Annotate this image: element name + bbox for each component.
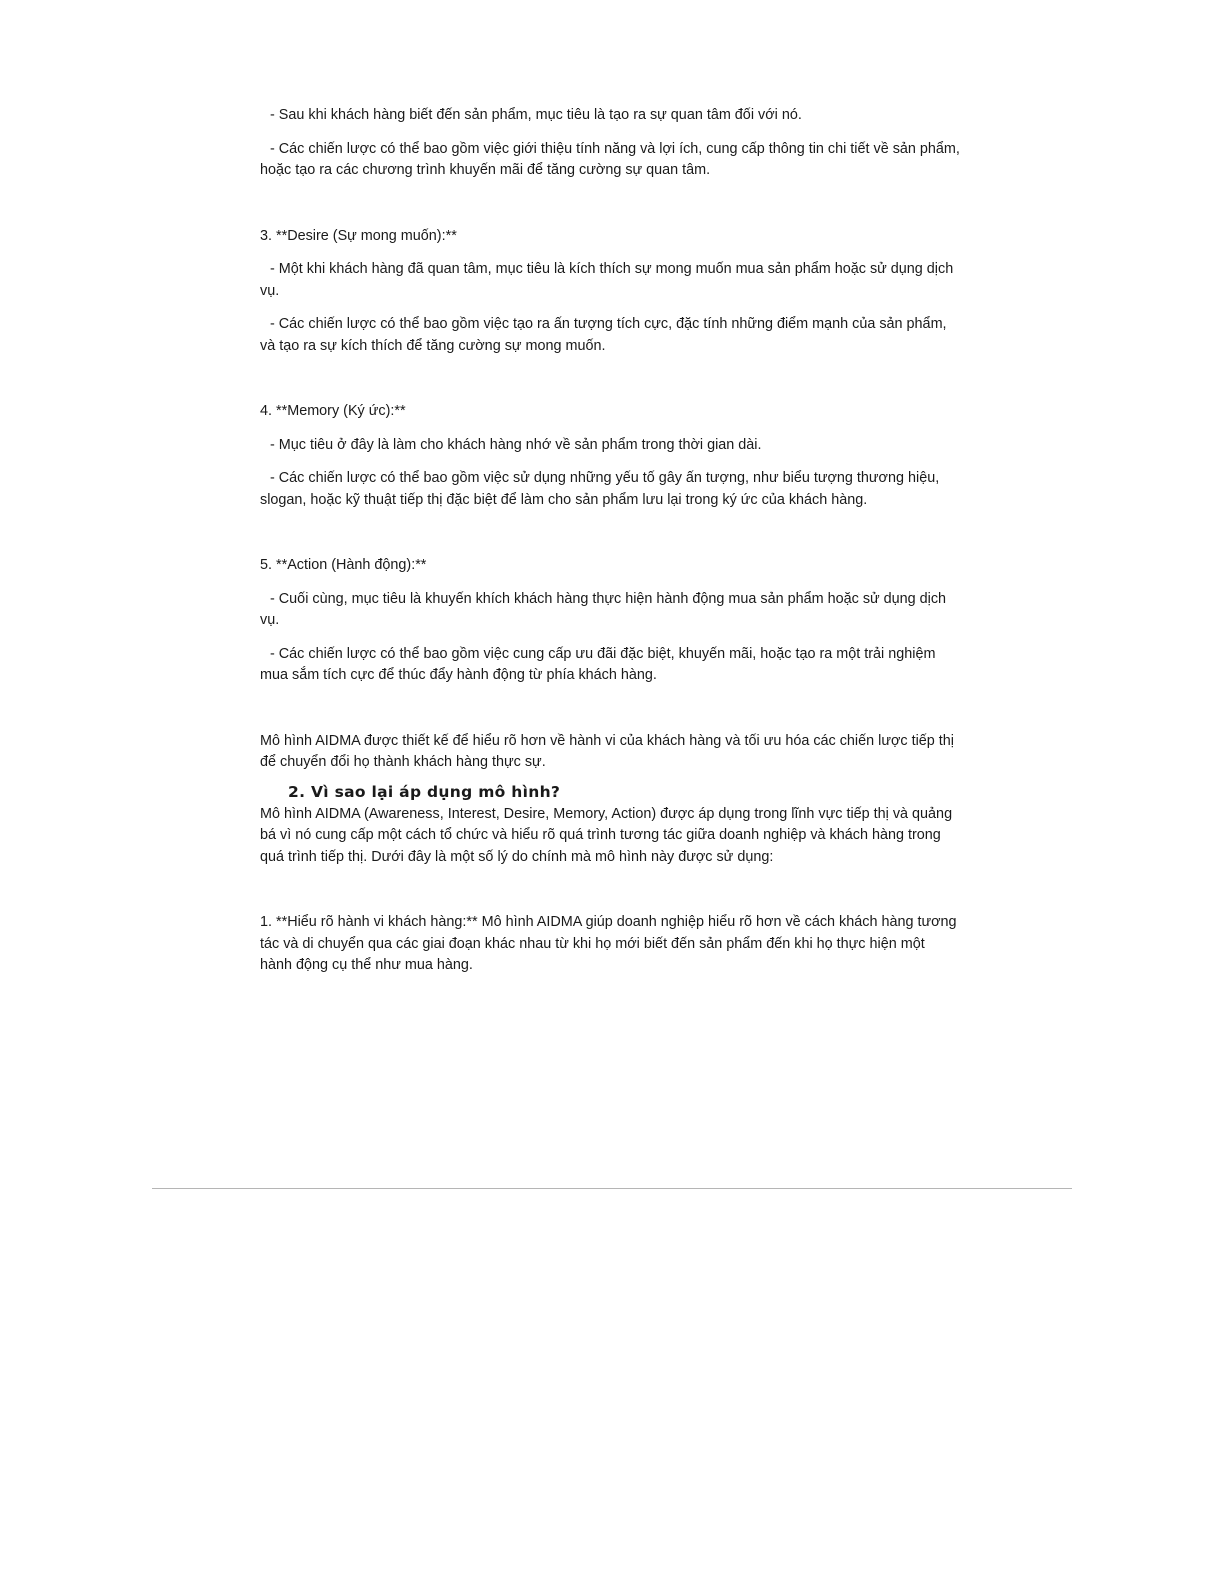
document-body	[260, 105, 960, 977]
memory-point-1: - Mục tiêu ở đây là làm cho khách hàng nhớ về sản phẩm trong thời gian dài.	[270, 436, 762, 453]
section-2-intro: Mô hình AIDMA (Awareness, Interest, Desire, Memory, Action) được áp dụng trong lĩnh vực tiếp thị và quảng bá vì nó cung cấp một cách tổ chức và hiểu rõ quá trình tương tác giữa doanh nghiệp và khách hàng trong quá trình tiếp thị. Dưới đây là một số lý do chính mà mô hình này được sử dụng:	[260, 805, 953, 865]
action-title: 5. **Action (Hành động):**	[260, 557, 427, 573]
aidma-summary: Mô hình AIDMA được thiết kế để hiểu rõ hơn về hành vi của khách hàng và tối ưu hóa các chiến lược tiếp thị để chuyển đổi họ thành khách hàng thực sự.	[260, 732, 954, 770]
action-point-2: - Các chiến lược có thể bao gồm việc cung cấp ưu đãi đặc biệt, khuyến mãi, hoặc tạo ra một trải nghiệm mua sắm tích cực để thúc đẩy hành động từ phía khách hàng.	[260, 645, 936, 683]
memory-title: 4. **Memory (Ký ức):**	[260, 403, 406, 419]
desire-point-1: - Một khi khách hàng đã quan tâm, mục tiêu là kích thích sự mong muốn mua sản phẩm hoặc sử dụng dịch vụ.	[260, 261, 954, 299]
page-separator	[152, 1188, 1072, 1189]
interest-point-1: - Sau khi khách hàng biết đến sản phẩm, mục tiêu là tạo ra sự quan tâm đối với nó.	[270, 107, 802, 123]
section-2-heading: 2. Vì sao lại áp dụng mô hình?	[288, 782, 561, 801]
reason-1: 1. **Hiểu rõ hành vi khách hàng:** Mô hình AIDMA giúp doanh nghiệp hiểu rõ hơn về cách khách hàng tương tác và di chuyển qua các giai đoạn khác nhau từ khi họ mới biết đến sản phẩm đến khi họ thực hiện một hành động cụ thể như mua hàng.	[260, 914, 957, 973]
action-point-1: - Cuối cùng, mục tiêu là khuyến khích khách hàng thực hiện hành động mua sản phẩm hoặc sử dụng dịch vụ.	[260, 590, 947, 628]
interest-point-2: - Các chiến lược có thể bao gồm việc giới thiệu tính năng và lợi ích, cung cấp thông tin chi tiết về sản phẩm, hoặc tạo ra các chương trình khuyến mãi để tăng cường sự quan tâm.	[260, 140, 960, 178]
desire-title: 3. **Desire (Sự mong muốn):**	[260, 227, 457, 244]
desire-point-2: - Các chiến lược có thể bao gồm việc tạo ra ấn tượng tích cực, đặc tính những điểm mạnh của sản phẩm, và tạo ra sự kích thích để tăng cường sự mong muốn.	[260, 316, 947, 354]
memory-point-2: - Các chiến lược có thể bao gồm việc sử dụng những yếu tố gây ấn tượng, như biểu tượng thương hiệu, slogan, hoặc kỹ thuật tiếp thị đặc biệt để làm cho sản phẩm lưu lại trong ký ức của khách hàng.	[260, 470, 940, 508]
